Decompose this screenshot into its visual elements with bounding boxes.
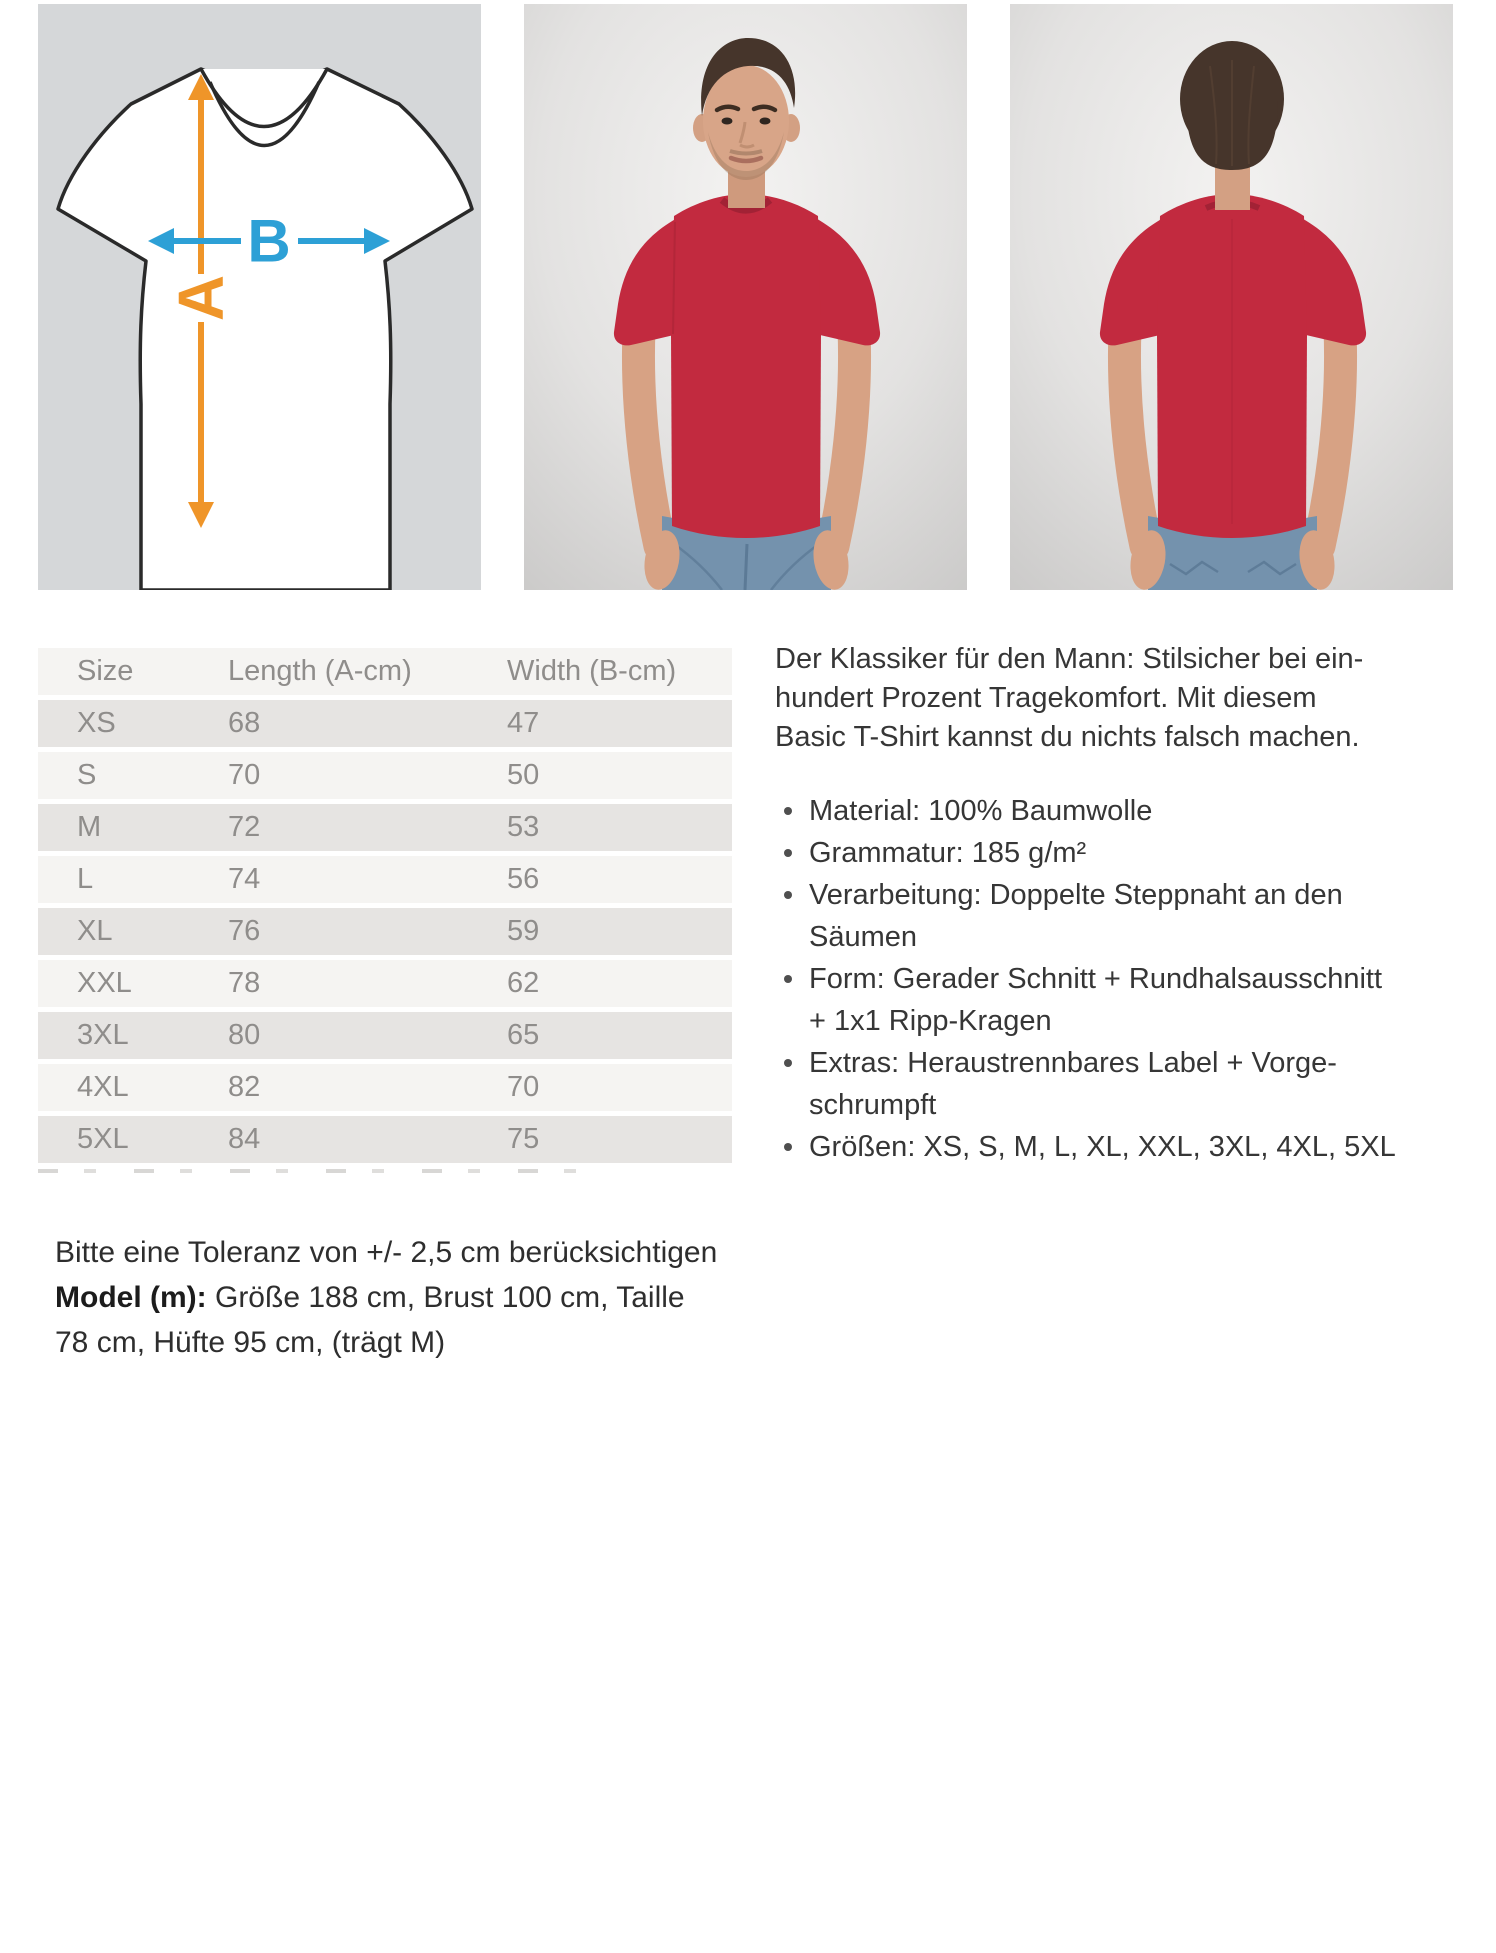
length-cell: 68: [228, 707, 261, 739]
length-cell: 76: [228, 915, 261, 947]
size-cell: 3XL: [77, 1019, 129, 1051]
length-cell: 74: [228, 863, 261, 895]
length-cell: 70: [228, 759, 261, 791]
size-cell: XS: [77, 707, 116, 739]
size-cell: XL: [77, 915, 113, 947]
table-row: [38, 804, 732, 851]
tolerance-note: [55, 1230, 717, 1365]
size-cell: S: [77, 759, 97, 791]
size-cell: XXL: [77, 967, 132, 999]
model-measurements: Größe 188 cm, Brust 100 cm, Taille: [214, 1281, 685, 1314]
size-cell: L: [77, 863, 94, 895]
width-cell: 50: [507, 759, 540, 791]
model-back-illustration: [1010, 4, 1453, 590]
size-table-header: [38, 648, 732, 695]
width-cell: 53: [507, 811, 540, 843]
model-back-photo[interactable]: [1010, 4, 1453, 590]
width-cell: 62: [507, 967, 540, 999]
length-cell: 78: [228, 967, 261, 999]
length-cell: 84: [228, 1123, 261, 1155]
clipped-text-remnant: [38, 1169, 608, 1173]
header-length: Length (A-cm): [228, 655, 412, 687]
size-diagram-image[interactable]: [38, 4, 481, 590]
model-line-2: 78 cm, Hüfte 95 cm, (trägt M): [55, 1326, 446, 1359]
width-cell: 47: [507, 707, 540, 739]
label-b: B: [247, 207, 291, 275]
feature-item-form: Form: Gerader Schnitt + Rundhalsausschnitt + 1x1 Ripp-Kragen: [775, 958, 1465, 1042]
feature-item-grammatur: Grammatur: 185 g/m²: [775, 832, 1465, 874]
header-size: Size: [77, 655, 134, 687]
width-cell: 65: [507, 1019, 540, 1051]
table-row: [38, 856, 732, 903]
feature-item-groessen: Größen: XS, S, M, L, XL, XXL, 3XL, 4XL, 5XL: [775, 1126, 1465, 1168]
tolerance-line: Bitte eine Toleranz von +/- 2,5 cm berücksichtigen: [55, 1236, 718, 1269]
feature-item-verarbeitung: Verarbeitung: Doppelte Steppnaht an den Säumen: [775, 874, 1465, 958]
description-line: Der Klassiker für den Mann: Stilsicher bei ein-: [775, 643, 1364, 675]
width-cell: 70: [507, 1071, 540, 1103]
table-row: [38, 1064, 732, 1111]
table-row: [38, 1116, 732, 1163]
size-cell: M: [77, 811, 102, 843]
length-cell: 72: [228, 811, 261, 843]
table-row: [38, 908, 732, 955]
description-line: hundert Prozent Tragekomfort. Mit diesem: [775, 682, 1317, 714]
header-width: Width (B-cm): [507, 655, 677, 687]
feature-item-material: Material: 100% Baumwolle: [775, 790, 1465, 832]
tshirt-measure-diagram: [38, 4, 481, 590]
description-line: Basic T-Shirt kannst du nichts falsch machen.: [775, 721, 1360, 753]
feature-list: [775, 790, 1465, 1168]
width-cell: 56: [507, 863, 540, 895]
size-cell: 4XL: [77, 1071, 129, 1103]
product-description: [775, 640, 1465, 1168]
size-cell: 5XL: [77, 1123, 129, 1155]
table-row: [38, 752, 732, 799]
table-row: [38, 960, 732, 1007]
length-cell: 80: [228, 1019, 261, 1051]
table-row: [38, 1012, 732, 1059]
width-cell: 75: [507, 1123, 540, 1155]
model-front-illustration: [524, 4, 967, 590]
feature-item-extras: Extras: Heraustrennbares Label + Vorge- schrumpft: [775, 1042, 1465, 1126]
label-a: A: [165, 274, 237, 322]
size-table: [38, 648, 732, 1168]
table-row: [38, 700, 732, 747]
model-line: [55, 1275, 717, 1320]
model-label: Model (m):: [55, 1281, 207, 1314]
width-cell: 59: [507, 915, 540, 947]
length-cell: 82: [228, 1071, 261, 1103]
model-front-photo[interactable]: [524, 4, 967, 590]
